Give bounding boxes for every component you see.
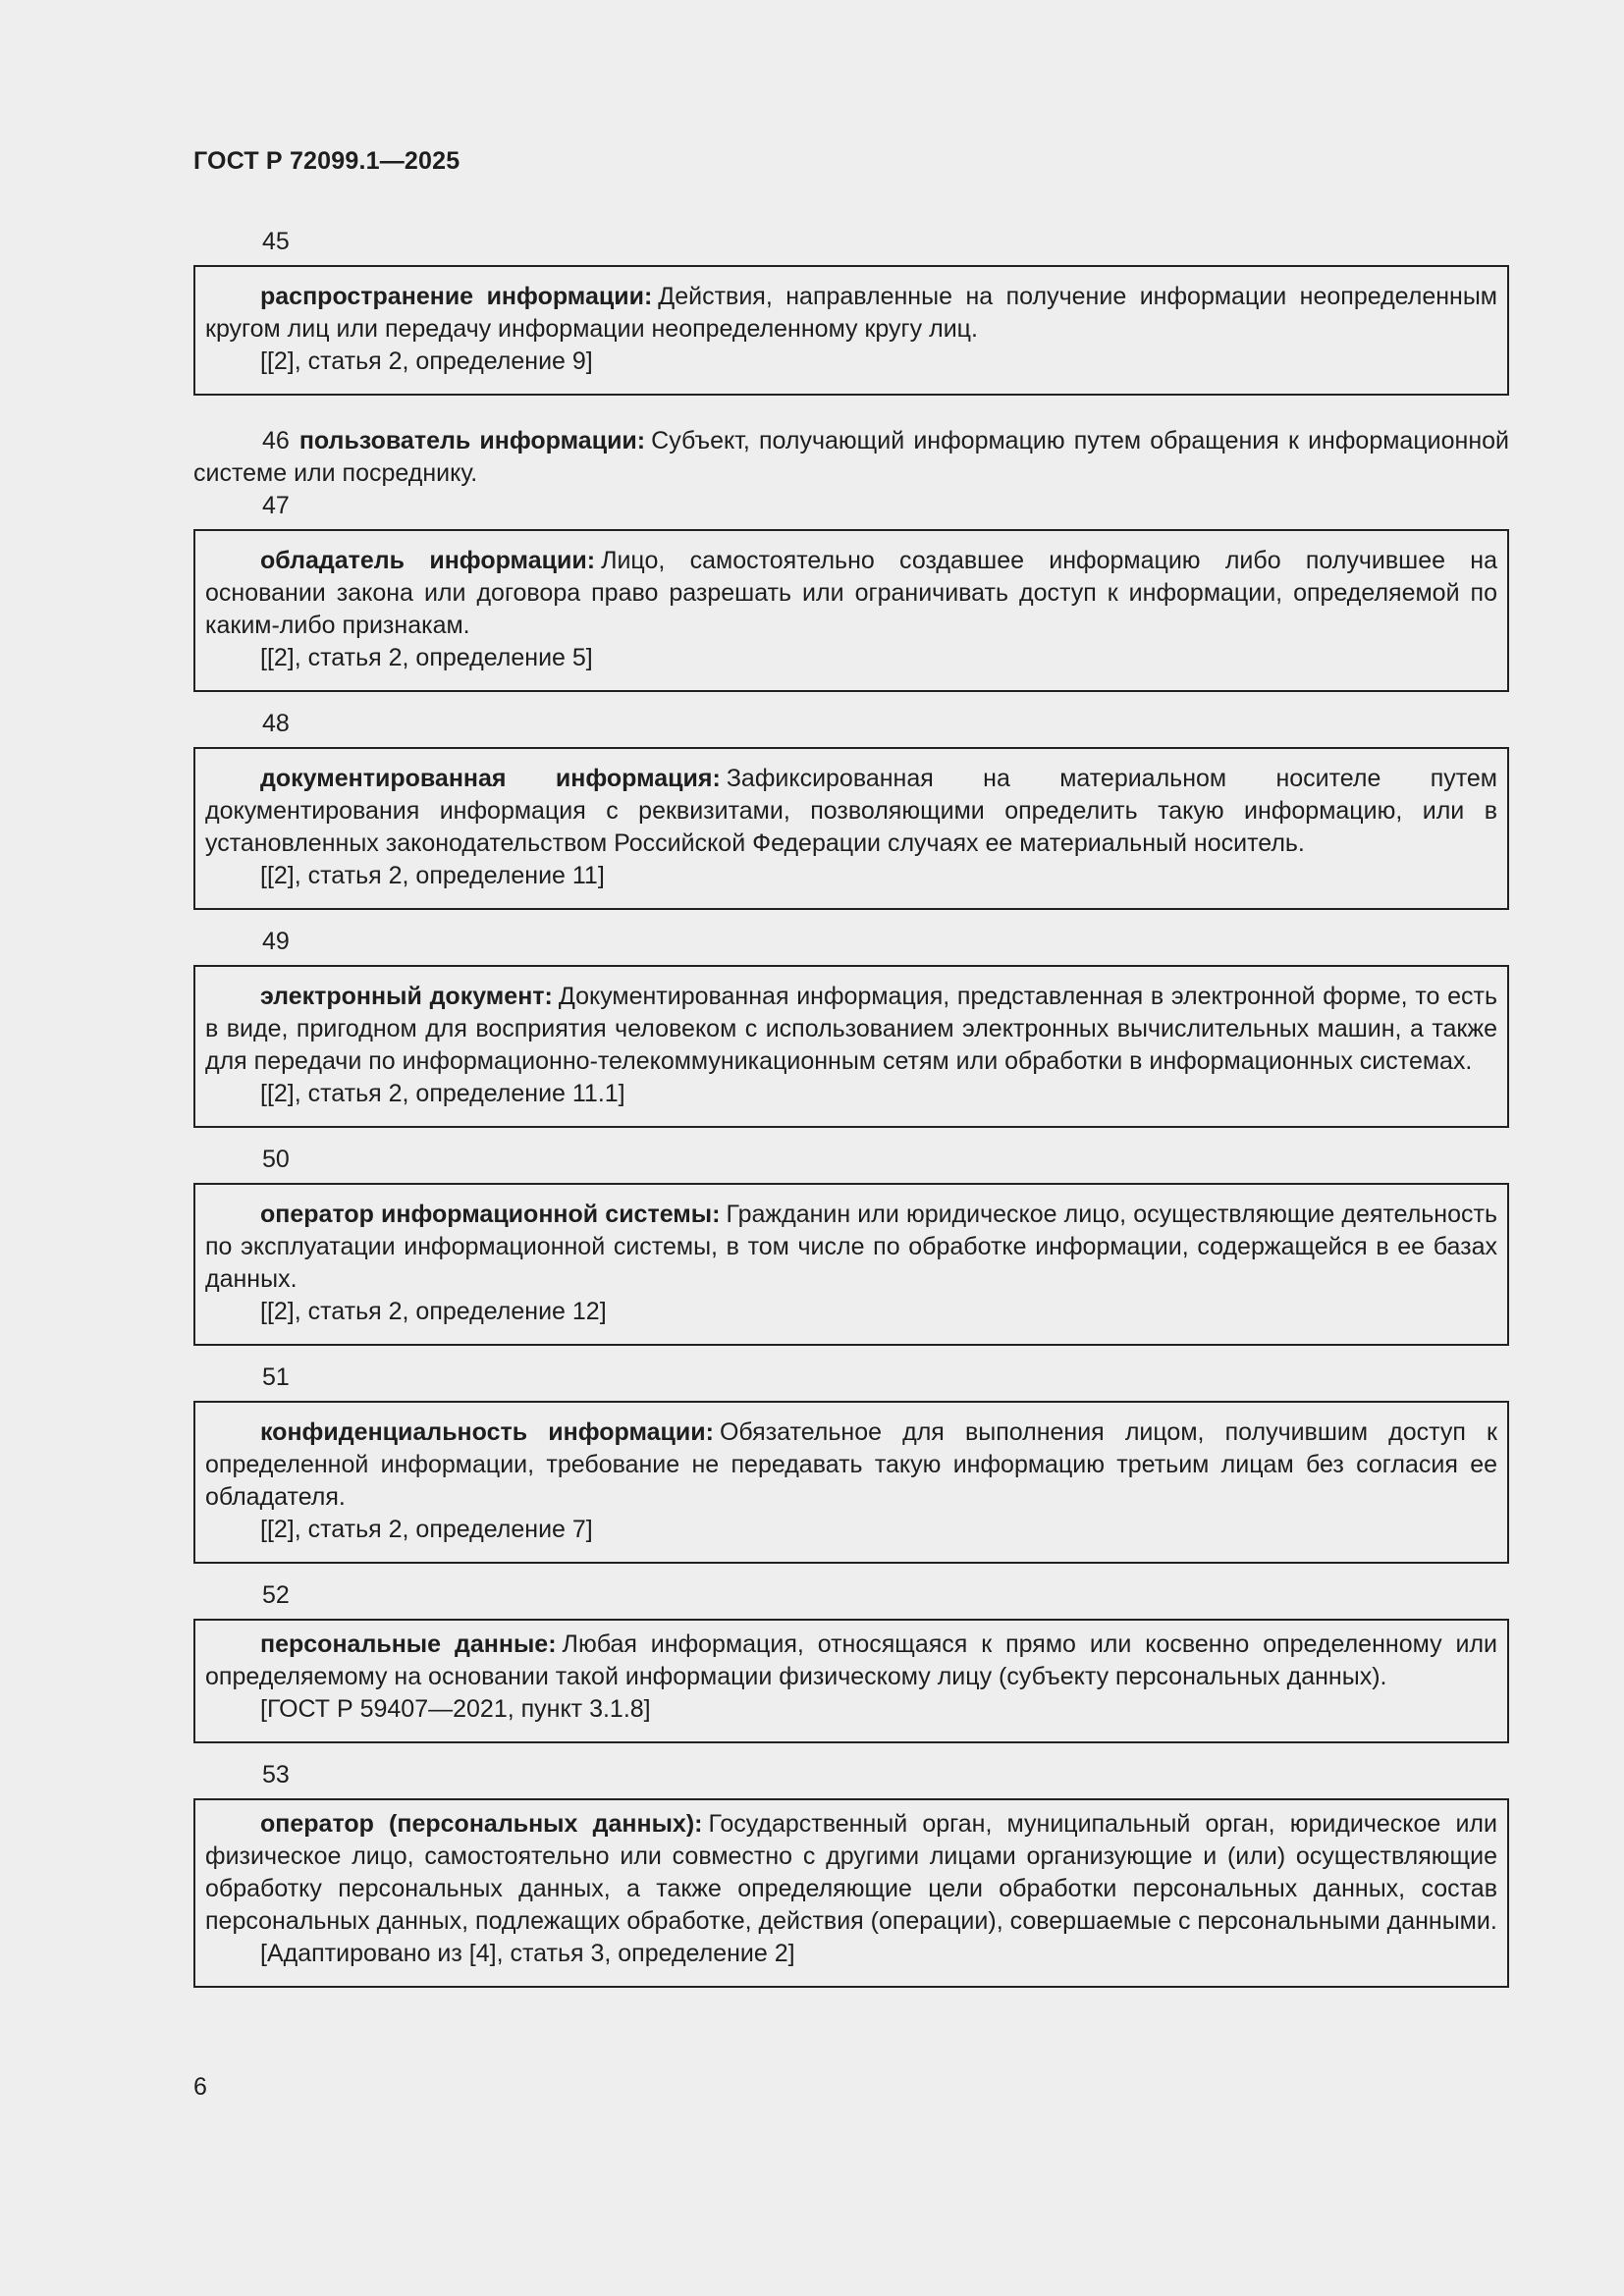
source-reference: [[2], статья 2, определение 9] [260, 347, 593, 375]
definition-box [193, 1401, 1509, 1564]
definition-box [193, 529, 1509, 692]
term: пользователь информации: [298, 427, 646, 454]
definition: Государственный орган, муниципальный орган, юридическое или физическое лицо, самостоятельно или совместно с другими лицами организующие и (или) осуществляющие обработку персональных данных, а также определяющие цели обработки персональных данных, состав персональных данных, подлежащих обработке, действия (операции), совершаемые с персональными данными. [205, 1810, 1497, 1935]
source-reference: [[2], статья 2, определение 5] [260, 644, 593, 671]
term: оператор информационной системы: [260, 1201, 721, 1228]
source-reference: [Адаптировано из [4], статья 3, определение 2] [260, 1940, 795, 1967]
definition-text [205, 763, 1497, 860]
page-number: 6 [193, 2073, 207, 2101]
definition: Документированная информация, представленная в электронной форме, то есть в виде, пригодном для восприятия человеком с использованием электронных вычислительных машин, а также для передачи по информационно-телекоммуникационным сетям или обработки в информационных системах. [205, 983, 1497, 1075]
definition-box [193, 747, 1509, 910]
source-reference: [[2], статья 2, определение 11] [260, 862, 605, 889]
definition: Субъект, получающий информацию путем обращения к информационной системе или посреднику. [193, 427, 1509, 487]
definition: Лицо, самостоятельно создавшее информацию либо получившее на основании закона или договора право разрешать или ограничивать доступ к информации, определяемой по каким-либо признакам. [205, 547, 1498, 639]
definition: Любая информация, относящаяся к прямо или косвенно определенному или определяемому на основании такой информации физическому лицу (субъекту персональных данных). [205, 1630, 1498, 1690]
entry-number: 50 [262, 1146, 290, 1173]
definition-text [205, 1808, 1497, 1938]
definition-text [205, 1416, 1497, 1514]
term: конфиденциальность информации: [260, 1418, 714, 1446]
definition-text [205, 281, 1497, 346]
definition-text [205, 545, 1497, 642]
source-reference: [[2], статья 2, определение 11.1] [260, 1080, 625, 1107]
entry-number: 45 [262, 228, 290, 255]
definition-text [205, 1629, 1497, 1693]
entry-number: 46 [262, 427, 290, 454]
term: обладатель информации: [260, 547, 596, 574]
entry-number: 52 [262, 1581, 290, 1609]
definition: Обязательное для выполнения лицом, получившим доступ к определенной информации, требование не передавать такую информацию третьим лицам без согласия ее обладателя. [205, 1418, 1497, 1511]
entry-number: 48 [262, 710, 290, 737]
definition-box [193, 965, 1509, 1128]
definition-box [193, 1183, 1509, 1346]
source-reference: [[2], статья 2, определение 12] [260, 1298, 607, 1325]
definition-text [205, 981, 1497, 1078]
definition: Зафиксированная на материальном носителе путем документирования информация с реквизитами, позволяющими определить такую информацию, или в установленных законодательством Российской Федерации случаях ее материальный носитель. [205, 765, 1497, 857]
definition-box [193, 1798, 1509, 1988]
term: оператор (персональных данных): [260, 1810, 703, 1838]
definition-text [205, 1199, 1497, 1296]
entry-number: 49 [262, 928, 290, 955]
term: электронный документ: [260, 983, 553, 1010]
term: распространение информации: [260, 283, 653, 310]
entry-number: 47 [262, 492, 290, 519]
definition: Гражданин или юридическое лицо, осуществляющие деятельность по эксплуатации информационной системы, в том числе по обработке информации, содержащейся в ее базах данных. [205, 1201, 1497, 1293]
term: персональные данные: [260, 1630, 557, 1658]
source-reference: [ГОСТ Р 59407—2021, пункт 3.1.8] [260, 1695, 651, 1723]
term: документированная информация: [260, 765, 721, 792]
plain-definition [193, 425, 1509, 490]
source-reference: [[2], статья 2, определение 7] [260, 1516, 593, 1543]
document-header: ГОСТ Р 72099.1—2025 [193, 147, 460, 175]
terms-list [193, 226, 1509, 2003]
entry-number: 51 [262, 1363, 290, 1391]
definition-box [193, 1619, 1509, 1743]
definition: Действия, направленные на получение информации неопределенным кругом лиц или передачу информации неопределенному кругу лиц. [205, 283, 1497, 343]
definition-box [193, 265, 1509, 396]
entry-number: 53 [262, 1761, 290, 1789]
